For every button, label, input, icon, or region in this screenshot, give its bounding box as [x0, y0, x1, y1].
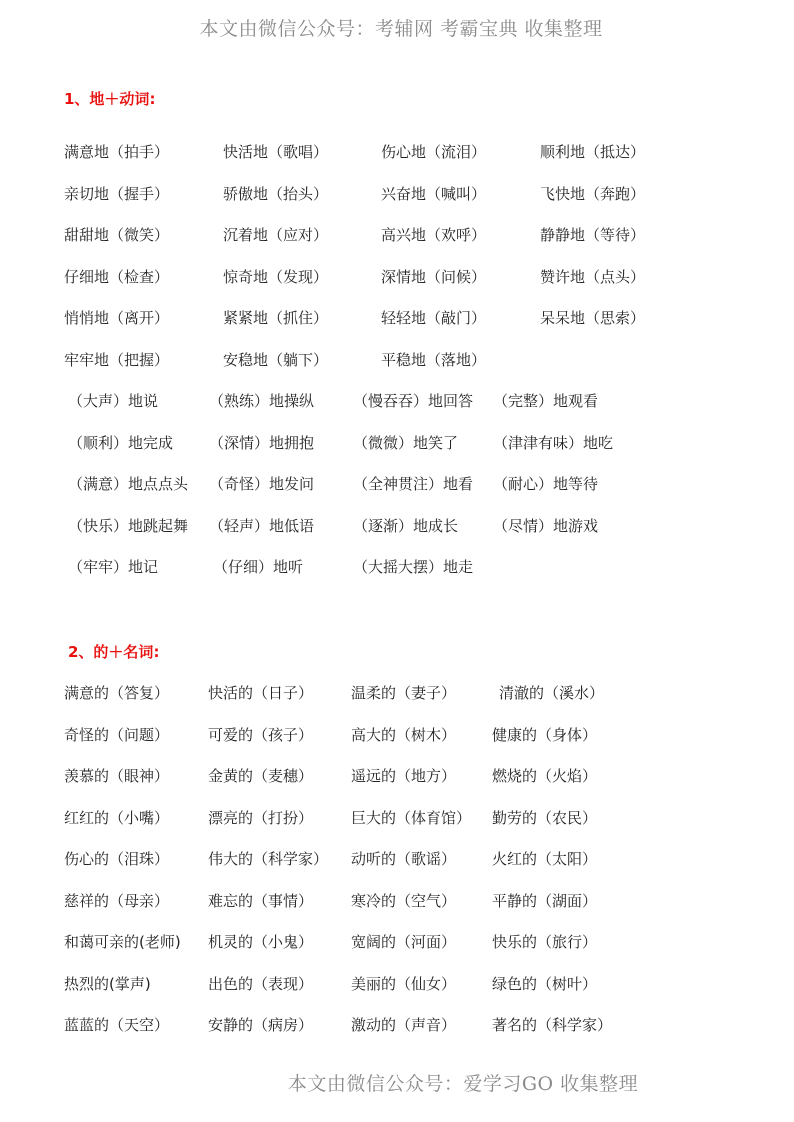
phrase-item: 漂亮的（打扮） — [208, 808, 314, 827]
section1-heading: 1、地＋动词: — [64, 90, 156, 108]
phrase-item: 伤心地（流泪） — [381, 143, 487, 161]
phrase-item: （满意）地点点头 — [68, 475, 189, 493]
phrase-item: 美丽的（仙女） — [351, 974, 457, 993]
phrase-row — [0, 807, 794, 829]
phrase-item: （深情）地拥抱 — [209, 433, 315, 452]
phrase-item: 遥远的（地方） — [351, 767, 457, 785]
phrase-row — [0, 432, 794, 454]
phrase-item: 平稳地（落地） — [381, 350, 487, 369]
phrase-item: 顺利地（抵达） — [540, 143, 646, 161]
phrase-item: （津津有味）地吃 — [493, 433, 614, 452]
phrase-item: 满意的（答复） — [64, 684, 170, 702]
section2-heading: 2、的＋名词: — [68, 643, 160, 661]
phrase-row — [0, 931, 794, 953]
phrase-item: （牢牢）地记 — [68, 558, 159, 576]
phrase-item: 呆呆地（思索） — [540, 309, 646, 327]
phrase-item: 动听的（歌谣） — [351, 850, 457, 868]
phrase-item: 激动的（声音） — [351, 1016, 457, 1034]
phrase-item: 平静的（湖面） — [492, 891, 598, 910]
phrase-item: 快活地（歌唱） — [223, 143, 329, 161]
phrase-item: 勤劳的（农民） — [492, 808, 598, 827]
phrase-item: 赞许地（点头） — [540, 267, 646, 286]
phrase-item: （尽情）地游戏 — [493, 516, 599, 535]
phrase-item: （熟练）地操纵 — [209, 392, 315, 410]
phrase-row — [0, 349, 794, 371]
phrase-row — [0, 515, 794, 537]
phrase-item: （完整）地观看 — [493, 392, 599, 410]
phrase-item: 热烈的(掌声) — [64, 974, 151, 993]
phrase-item: 轻轻地（敲门） — [381, 309, 487, 327]
phrase-item: 满意地（拍手） — [64, 143, 170, 161]
phrase-row — [0, 556, 794, 578]
phrase-row — [0, 848, 794, 870]
phrase-item: 惊奇地（发现） — [223, 267, 329, 286]
phrase-item: （奇怪）地发问 — [209, 475, 315, 493]
phrase-item: （耐心）地等待 — [493, 475, 599, 493]
phrase-row — [0, 390, 794, 412]
phrase-item: 骄傲地（抬头） — [223, 184, 329, 203]
phrase-row — [0, 682, 794, 704]
phrase-item: 安稳地（躺下） — [223, 350, 329, 369]
phrase-item: 牢牢地（把握） — [64, 350, 170, 369]
phrase-item: 难忘的（事情） — [208, 891, 314, 910]
phrase-item: 安静的（病房） — [208, 1016, 314, 1034]
phrase-item: 著名的（科学家） — [492, 1016, 613, 1034]
phrase-item: 出色的（表现） — [208, 974, 314, 993]
phrase-item: （微微）地笑了 — [353, 433, 459, 452]
phrase-item: 健康的（身体） — [492, 725, 598, 744]
phrase-item: （仔细）地听 — [213, 558, 304, 576]
phrase-row — [0, 141, 794, 163]
phrase-item: 仔细地（检查） — [64, 267, 170, 286]
phrase-item: 火红的（太阳） — [492, 850, 598, 868]
phrase-item: 巨大的（体育馆） — [351, 808, 472, 827]
phrase-item: 寒冷的（空气） — [351, 891, 457, 910]
phrase-item: 金黄的（麦穗） — [208, 767, 314, 785]
phrase-item: 紧紧地（抓住） — [223, 309, 329, 327]
phrase-item: （大摇大摆）地走 — [353, 558, 474, 576]
phrase-item: （大声）地说 — [68, 392, 159, 410]
phrase-item: （逐渐）地成长 — [353, 516, 459, 535]
phrase-item: 清澈的（溪水） — [499, 684, 605, 702]
phrase-row — [0, 890, 794, 912]
phrase-row — [0, 307, 794, 329]
phrase-item: 静静地（等待） — [540, 226, 646, 244]
phrase-item: 甜甜地（微笑） — [64, 226, 170, 244]
phrase-item: 燃烧的（火焰） — [492, 767, 598, 785]
phrase-row — [0, 724, 794, 746]
phrase-item: （顺利）地完成 — [68, 433, 174, 452]
phrase-item: （全神贯注）地看 — [353, 475, 474, 493]
phrase-item: 羡慕的（眼神） — [64, 767, 170, 785]
phrase-item: 红红的（小嘴） — [64, 808, 170, 827]
phrase-item: 深情地（问候） — [381, 267, 487, 286]
phrase-item: 伟大的（科学家） — [208, 850, 329, 868]
phrase-item: 悄悄地（离开） — [64, 309, 170, 327]
phrase-item: 可爱的（孩子） — [208, 725, 314, 744]
phrase-item: 快乐的（旅行） — [492, 933, 598, 951]
phrase-item: 兴奋地（喊叫） — [381, 184, 487, 203]
phrase-item: 慈祥的（母亲） — [64, 891, 170, 910]
phrase-item: 伤心的（泪珠） — [64, 850, 170, 868]
phrase-item: 亲切地（握手） — [64, 184, 170, 203]
phrase-item: 蓝蓝的（天空） — [64, 1016, 170, 1034]
phrase-row — [0, 1014, 794, 1036]
phrase-row — [0, 473, 794, 495]
phrase-item: 飞快地（奔跑） — [540, 184, 646, 203]
phrase-item: 绿色的（树叶） — [492, 974, 598, 993]
phrase-item: （慢吞吞）地回答 — [353, 392, 474, 410]
phrase-item: 沉着地（应对） — [223, 226, 329, 244]
phrase-item: （轻声）地低语 — [209, 516, 315, 535]
watermark-bottom: 本文由微信公众号：爱学习GO 收集整理 — [287, 1073, 639, 1095]
phrase-row — [0, 765, 794, 787]
phrase-item: 宽阔的（河面） — [351, 933, 457, 951]
phrase-item: 快活的（日子） — [208, 684, 314, 702]
phrase-row — [0, 224, 794, 246]
phrase-item: 机灵的（小鬼） — [208, 933, 314, 951]
phrase-item: 高大的（树木） — [351, 725, 457, 744]
phrase-row — [0, 973, 794, 995]
phrase-item: 奇怪的（问题） — [64, 725, 170, 744]
phrase-item: 高兴地（欢呼） — [381, 226, 487, 244]
phrase-item: 和蔼可亲的(老师) — [64, 933, 181, 951]
watermark-top: 本文由微信公众号：考辅网 考霸宝典 收集整理 — [199, 18, 603, 40]
phrase-item: （快乐）地跳起舞 — [68, 516, 189, 535]
phrase-row — [0, 266, 794, 288]
phrase-row — [0, 183, 794, 205]
phrase-item: 温柔的（妻子） — [351, 684, 457, 702]
